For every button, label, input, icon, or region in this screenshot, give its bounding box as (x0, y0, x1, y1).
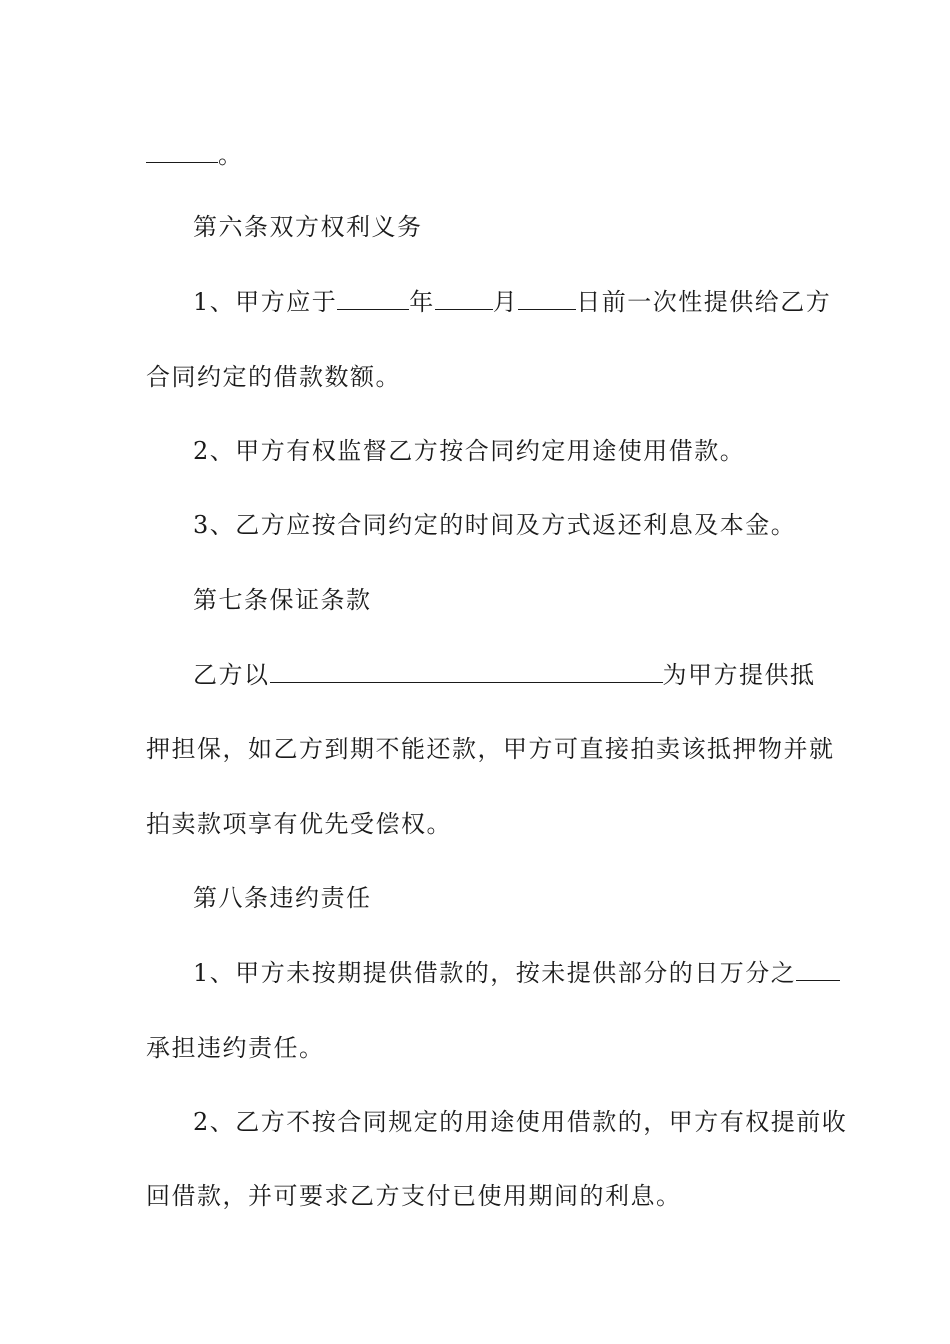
paragraph-line: 承担违约责任。 (146, 1034, 325, 1062)
text: 为甲方提供抵 (662, 661, 816, 689)
paragraph-line (146, 140, 244, 170)
paragraph-line (193, 958, 840, 988)
paragraph-line: 押担保，如乙方到期不能还款，甲方可直接拍卖该抵押物并就 (146, 735, 835, 763)
fill-in-blank[interactable] (146, 142, 218, 163)
day-blank[interactable] (518, 289, 576, 310)
text: 1、甲方应于 (193, 288, 338, 316)
month-blank[interactable] (435, 289, 493, 310)
paragraph-line: 拍卖款项享有优先受偿权。 (146, 810, 452, 838)
text: 。 (218, 141, 244, 169)
paragraph-line: 2、甲方有权监督乙方按合同约定用途使用借款。 (193, 437, 746, 465)
paragraph-line (193, 287, 831, 317)
text: 年 (409, 288, 435, 316)
paragraph-line: 3、乙方应按合同约定的时间及方式返还利息及本金。 (193, 511, 797, 539)
text: 月 (492, 288, 519, 316)
collateral-blank[interactable] (270, 662, 663, 683)
article-7-heading: 第七条保证条款 (193, 586, 372, 614)
paragraph-line: 合同约定的借款数额。 (146, 363, 401, 391)
paragraph-line: 回借款，并可要求乙方支付已使用期间的利息。 (146, 1182, 682, 1210)
text: 日前一次性提供给乙方 (576, 288, 832, 316)
year-blank[interactable] (337, 289, 409, 310)
article-8-heading: 第八条违约责任 (193, 884, 372, 912)
paragraph-line: 2、乙方不按合同规定的用途使用借款的，甲方有权提前收 (193, 1108, 848, 1136)
text: 乙方以 (193, 661, 270, 689)
article-6-heading: 第六条双方权利义务 (193, 213, 423, 241)
text: 1、甲方未按期提供借款的，按未提供部分的日万分之 (193, 959, 797, 987)
rate-blank[interactable] (796, 960, 840, 981)
paragraph-line (193, 660, 816, 690)
